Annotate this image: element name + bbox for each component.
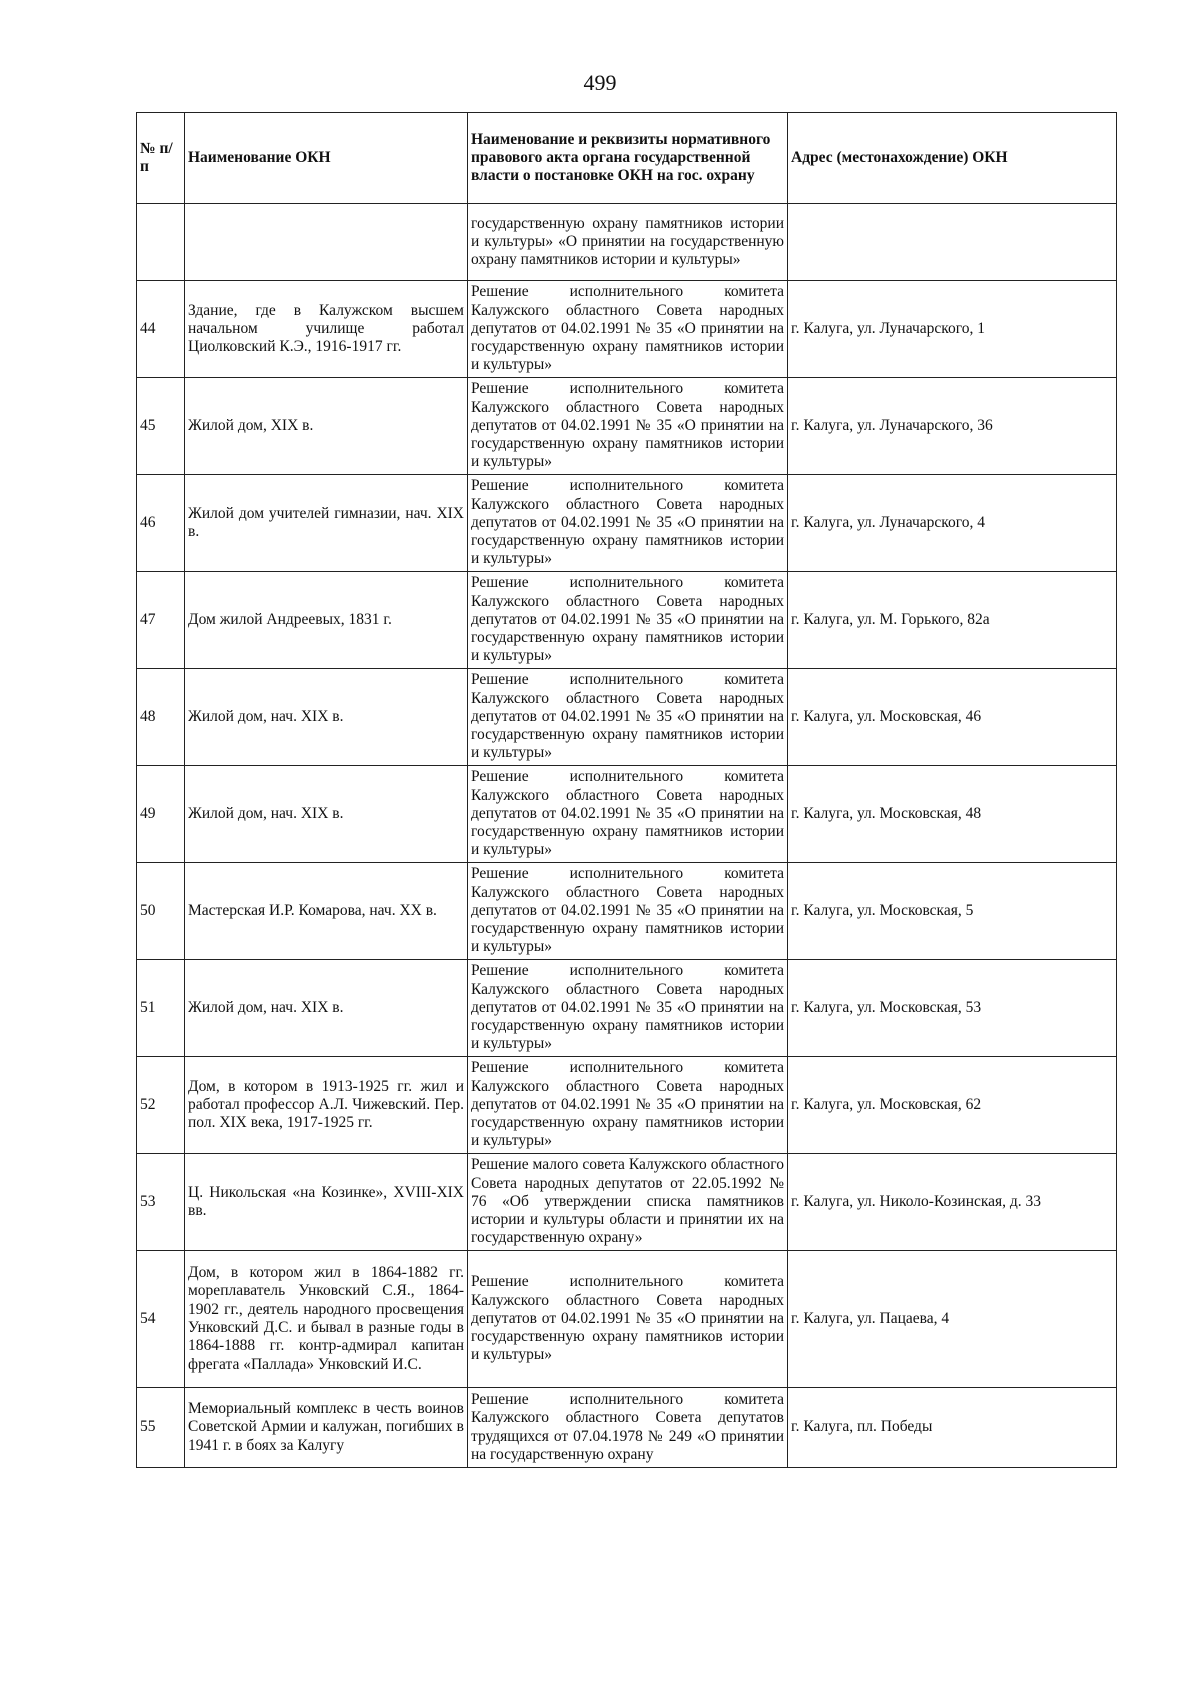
row-address: г. Калуга, ул. Московская, 48 <box>788 766 1117 863</box>
row-num: 51 <box>137 960 185 1057</box>
header-address: Адрес (местонахождение) ОКН <box>788 113 1117 204</box>
table-row <box>137 1154 1117 1251</box>
row-num: 53 <box>137 1154 185 1251</box>
row-num: 44 <box>137 281 185 378</box>
table-row <box>137 766 1117 863</box>
row-address: г. Калуга, ул. Пацаева, 4 <box>788 1251 1117 1388</box>
page-number: 499 <box>583 70 617 95</box>
row-act: Решение малого совета Калужского областного Совета народных депутатов от 22.05.1992 № 76 «Об утверждении списка памятников истории и культуры области и принятии их на государственную охрану» <box>468 1154 788 1251</box>
header-name: Наименование ОКН <box>185 113 468 204</box>
row-name: Жилой дом учителей гимназии, нач. XIX в. <box>185 475 468 572</box>
row-num: 45 <box>137 378 185 475</box>
row-address: г. Калуга, ул. Московская, 53 <box>788 960 1117 1057</box>
table-row <box>137 1388 1117 1468</box>
row-act: Решение исполнительного комитета Калужского областного Совета народных депутатов от 04.02.1991 № 35 «О принятии на государственную охрану памятников истории и культуры» <box>468 960 788 1057</box>
row-address: г. Калуга, ул. Московская, 46 <box>788 669 1117 766</box>
table-row <box>137 475 1117 572</box>
table-row <box>137 863 1117 960</box>
table-row <box>137 281 1117 378</box>
row-name: Дом, в котором в 1913-1925 гг. жил и работал профессор А.Л. Чижевский. Пер. пол. XIX века, 1917-1925 гг. <box>185 1057 468 1154</box>
row-address: г. Калуга, пл. Победы <box>788 1388 1117 1468</box>
row-num: 55 <box>137 1388 185 1468</box>
row-name: Дом жилой Андреевых, 1831 г. <box>185 572 468 669</box>
row-name: Жилой дом, нач. XIX в. <box>185 766 468 863</box>
table-row <box>137 378 1117 475</box>
row-address: г. Калуга, ул. М. Горького, 82а <box>788 572 1117 669</box>
row-act: Решение исполнительного комитета Калужского областного Совета народных депутатов от 04.02.1991 № 35 «О принятии на государственную охрану памятников истории и культуры» <box>468 1251 788 1388</box>
row-name: Мастерская И.Р. Комарова, нач. XX в. <box>185 863 468 960</box>
table-row <box>137 1057 1117 1154</box>
row-address: г. Калуга, ул. Луначарского, 36 <box>788 378 1117 475</box>
table-row <box>137 572 1117 669</box>
header-act: Наименование и реквизиты нормативного правового акта органа государственной власти о постановке ОКН на гос. охрану <box>468 113 788 204</box>
row-act: Решение исполнительного комитета Калужского областного Совета народных депутатов от 04.02.1991 № 35 «О принятии на государственную охрану памятников истории и культуры» <box>468 281 788 378</box>
row-num: 52 <box>137 1057 185 1154</box>
row-act: Решение исполнительного комитета Калужского областного Совета народных депутатов от 04.02.1991 № 35 «О принятии на государственную охрану памятников истории и культуры» <box>468 669 788 766</box>
row-num <box>137 204 185 281</box>
row-address: г. Калуга, ул. Луначарского, 1 <box>788 281 1117 378</box>
row-address: г. Калуга, ул. Николо-Козинская, д. 33 <box>788 1154 1117 1251</box>
table-row <box>137 960 1117 1057</box>
row-address: г. Калуга, ул. Московская, 5 <box>788 863 1117 960</box>
okn-table <box>136 112 1117 1468</box>
row-name: Мемориальный комплекс в честь воинов Советской Армии и калужан, погибших в 1941 г. в боях за Калугу <box>185 1388 468 1468</box>
row-num: 47 <box>137 572 185 669</box>
header-num: № п/п <box>137 113 185 204</box>
row-act: Решение исполнительного комитета Калужского областного Совета депутатов трудящихся от 07.04.1978 № 249 «О принятии на государственную охрану <box>468 1388 788 1468</box>
row-address <box>788 204 1117 281</box>
row-act: Решение исполнительного комитета Калужского областного Совета народных депутатов от 04.02.1991 № 35 «О принятии на государственную охрану памятников истории и культуры» <box>468 1057 788 1154</box>
table-row <box>137 669 1117 766</box>
row-name: Дом, в котором жил в 1864-1882 гг. мореплаватель Унковский С.Я., 1864-1902 гг., деятель народного просвещения Унковский Д.С. и бывал в разные годы в 1864-1888 гг. контр-адмирал капитан фрегата «Паллада» Унковский И.С. <box>185 1251 468 1388</box>
row-name: Жилой дом, XIX в. <box>185 378 468 475</box>
row-name: Жилой дом, нач. XIX в. <box>185 669 468 766</box>
table-header-row <box>137 113 1117 204</box>
row-num: 46 <box>137 475 185 572</box>
row-name <box>185 204 468 281</box>
table-row <box>137 204 1117 281</box>
row-act: Решение исполнительного комитета Калужского областного Совета народных депутатов от 04.02.1991 № 35 «О принятии на государственную охрану памятников истории и культуры» <box>468 378 788 475</box>
row-num: 50 <box>137 863 185 960</box>
row-name: Ц. Никольская «на Козинке», XVIII-XIX вв. <box>185 1154 468 1251</box>
table-row <box>137 1251 1117 1388</box>
row-address: г. Калуга, ул. Луначарского, 4 <box>788 475 1117 572</box>
row-act: Решение исполнительного комитета Калужского областного Совета народных депутатов от 04.02.1991 № 35 «О принятии на государственную охрану памятников истории и культуры» <box>468 572 788 669</box>
row-act: Решение исполнительного комитета Калужского областного Совета народных депутатов от 04.02.1991 № 35 «О принятии на государственную охрану памятников истории и культуры» <box>468 475 788 572</box>
row-name: Жилой дом, нач. XIX в. <box>185 960 468 1057</box>
row-num: 54 <box>137 1251 185 1388</box>
row-num: 48 <box>137 669 185 766</box>
row-name: Здание, где в Калужском высшем начальном училище работал Циолковский К.Э., 1916-1917 гг. <box>185 281 468 378</box>
row-act: Решение исполнительного комитета Калужского областного Совета народных депутатов от 04.02.1991 № 35 «О принятии на государственную охрану памятников истории и культуры» <box>468 863 788 960</box>
row-act: государственную охрану памятников истории и культуры» «О принятии на государственную охрану памятников истории и культуры» <box>468 204 788 281</box>
row-num: 49 <box>137 766 185 863</box>
row-address: г. Калуга, ул. Московская, 62 <box>788 1057 1117 1154</box>
row-act: Решение исполнительного комитета Калужского областного Совета народных депутатов от 04.02.1991 № 35 «О принятии на государственную охрану памятников истории и культуры» <box>468 766 788 863</box>
